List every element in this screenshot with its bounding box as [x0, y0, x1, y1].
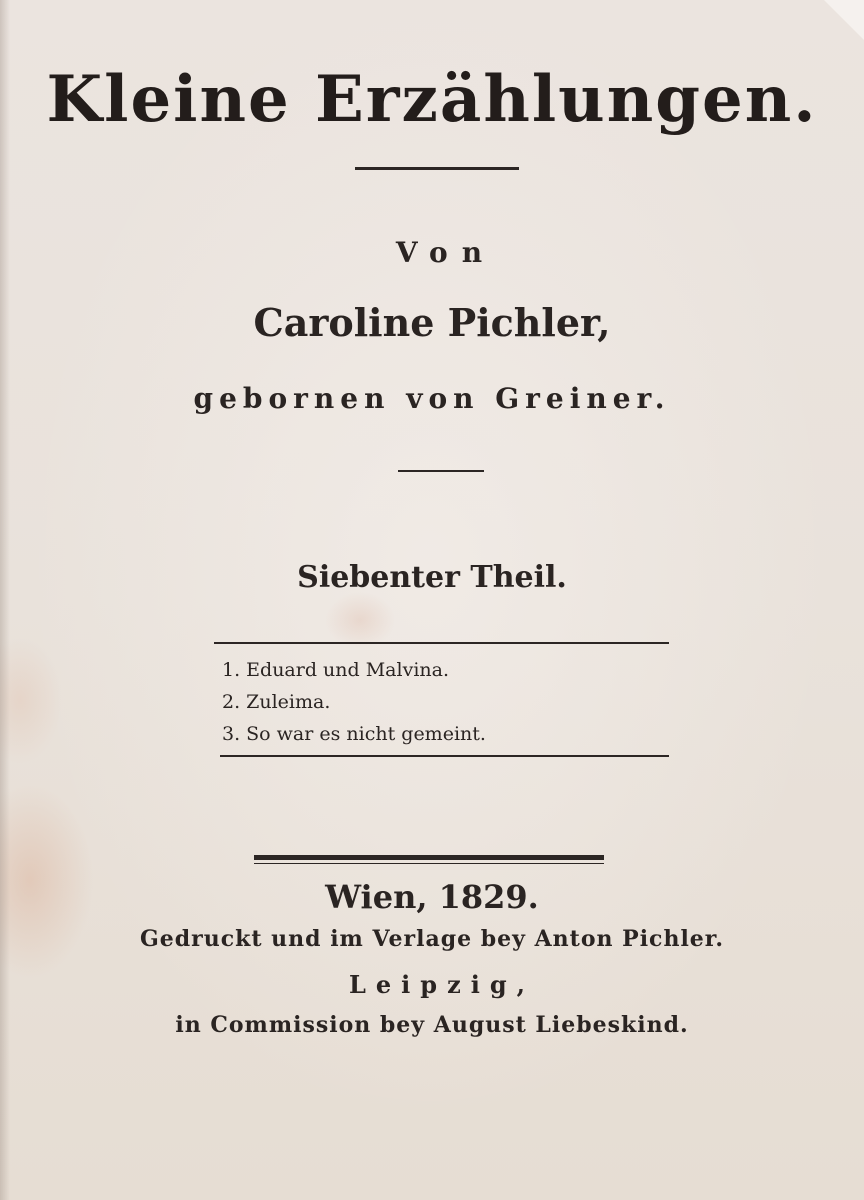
by-line: Von: [395, 236, 497, 269]
author-name: Caroline Pichler,: [253, 300, 611, 345]
contents-top-rule: [214, 642, 669, 644]
volume-part: Siebenter Theil.: [297, 560, 567, 595]
author-birth-name: gebornen von Greiner.: [193, 382, 671, 415]
page-corner: [824, 0, 864, 40]
book-title: Kleine Erzählungen.: [46, 62, 818, 137]
imprint-thin-rule: [254, 863, 604, 864]
title-rule: [355, 167, 519, 170]
contents-list: [222, 654, 662, 750]
imprint-commission: in Commission bey August Liebeskind.: [175, 1012, 689, 1038]
imprint-city: Leipzig,: [349, 970, 535, 999]
contents-bottom-rule: [220, 755, 669, 757]
imprint-thick-rule: [254, 855, 604, 860]
contents-item: 1. Eduard und Malvina.: [222, 659, 449, 681]
imprint-printer: Gedruckt und im Verlage bey Anton Pichler.: [139, 926, 725, 952]
imprint-place-year: Wien, 1829.: [325, 878, 539, 916]
middle-rule: [398, 470, 484, 472]
contents-item: 3. So war es nicht gemeint.: [222, 723, 486, 745]
contents-item: 2. Zuleima.: [222, 691, 331, 713]
